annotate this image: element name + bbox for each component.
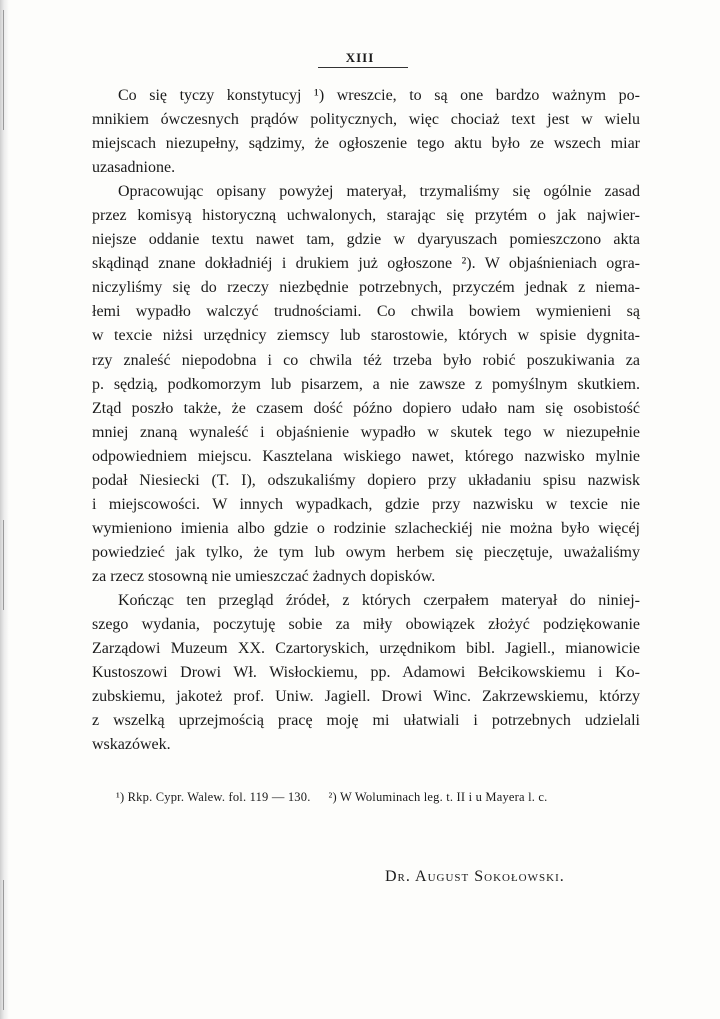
text-line: rzy znaleść niepodobna i co chwila téż trzeba było robić poszukiwania za bbox=[92, 351, 640, 369]
text-line: mnikiem ówczesnych prądów politycznych, więc chociaż text jest w wielu bbox=[92, 111, 640, 129]
page-number-rule bbox=[318, 67, 408, 68]
text-line: Ztąd poszło także, że czasem dość późno dopiero udało nam się osobistość bbox=[92, 399, 640, 417]
text-line: odpowiedniem miejscu. Kasztelana wiskiego nawet, którego nazwisko mylnie bbox=[92, 447, 640, 465]
scan-edge-mark bbox=[3, 10, 4, 130]
paragraph-2 bbox=[92, 180, 640, 589]
text-line: łemi wypadło walczyć trudnościami. Co chwila bowiem wymienieni są bbox=[92, 303, 640, 321]
scan-edge-shadow bbox=[0, 0, 9, 1019]
text-line: Co się tyczy konstytucyj ¹) wreszcie, to są one bardzo ważnym po- bbox=[118, 87, 640, 104]
text-line: z wszelką uprzejmością pracę moję mi ułatwiali i potrzebnych udzielali bbox=[92, 712, 640, 730]
paragraph-3 bbox=[92, 589, 640, 757]
page-number: XIII bbox=[345, 50, 375, 65]
text-line: Kończąc ten przegląd źródeł, z których czerpałem materyał do niniej- bbox=[118, 591, 640, 609]
text-line: miejscach niezupełny, sądzimy, że ogłoszenie tego aktu było ze wszech miar bbox=[92, 135, 640, 153]
text-line: niczyliśmy się do rzeczy niezbędnie potrzebnych, przyczém jednak z niema- bbox=[92, 279, 640, 297]
text-line: szego wydania, poczytuję sobie za miły obowiązek złożyć podziękowanie bbox=[92, 616, 640, 634]
footnotes bbox=[116, 790, 547, 805]
text-line: podał Niesiecki (T. I), odszukaliśmy dopiero przy układaniu spisu nazwisk bbox=[92, 471, 640, 489]
text-line: powiedzieć jak tylko, że tym lub owym herbem się pieczętuje, uważaliśmy bbox=[92, 543, 640, 561]
text-line: Zarządowi Muzeum XX. Czartoryskich, urzędnikom bibl. Jagiell., mianowicie bbox=[92, 640, 640, 658]
text-line: w texcie niżsi urzędnicy ziemscy lub starostowie, których w spisie dygnita- bbox=[92, 327, 640, 345]
text-line: mniej znaną wynaleść i objaśnienie wypadło w skutek tego w niezupełnie bbox=[92, 423, 640, 441]
scan-edge-mark bbox=[3, 880, 4, 1010]
scan-edge-mark bbox=[3, 520, 4, 610]
text-line: przez komisyą historyczną uchwalonych, starając się przytém o jak najwier- bbox=[92, 207, 640, 225]
author-signature: Dr. August Sokołowski. bbox=[385, 868, 565, 885]
footnote-1: ¹) Rkp. Cypr. Walew. fol. 119 — 130. bbox=[116, 790, 311, 804]
text-line: Opracowując opisany powyżej materyał, trzymaliśmy się ogólnie zasad bbox=[118, 183, 640, 201]
text-line: za rzecz stosowną nie umieszczać żadnych dopisków. bbox=[92, 567, 436, 585]
text-line: niejsze oddanie textu nawet tam, gdzie w dyaryuszach pomieszczono akta bbox=[92, 231, 640, 249]
paragraph-1 bbox=[92, 84, 640, 180]
text-line: Kustoszowi Drowi Wł. Wisłockiemu, pp. Adamowi Bełcikowskiemu i Ko- bbox=[92, 664, 640, 682]
footnote-2: ²) W Woluminach leg. t. II i u Mayera l. c. bbox=[328, 790, 548, 804]
text-line: wskazówek. bbox=[92, 736, 171, 754]
text-line: i miejscowości. W innych wypadkach, gdzie przy nazwisku w texcie nie bbox=[92, 495, 640, 513]
text-line: uzasadnione. bbox=[92, 159, 176, 177]
text-line: wymieniono imienia albo gdzie o rodzinie szlacheckiéj nie można było więcéj bbox=[92, 519, 640, 537]
text-line: zubskiemu, jakoteż prof. Uniw. Jagiell. Drowi Winc. Zakrzewskiemu, którzy bbox=[92, 688, 640, 706]
text-line: p. sędzią, podkomorzym lub pisarzem, a nie zawsze z pomyślnym skutkiem. bbox=[92, 375, 640, 393]
text-line: skądinąd znane dokładniéj i drukiem już ogłoszone ²). W objaśnieniach ogra- bbox=[92, 255, 640, 273]
body-text bbox=[92, 84, 640, 757]
